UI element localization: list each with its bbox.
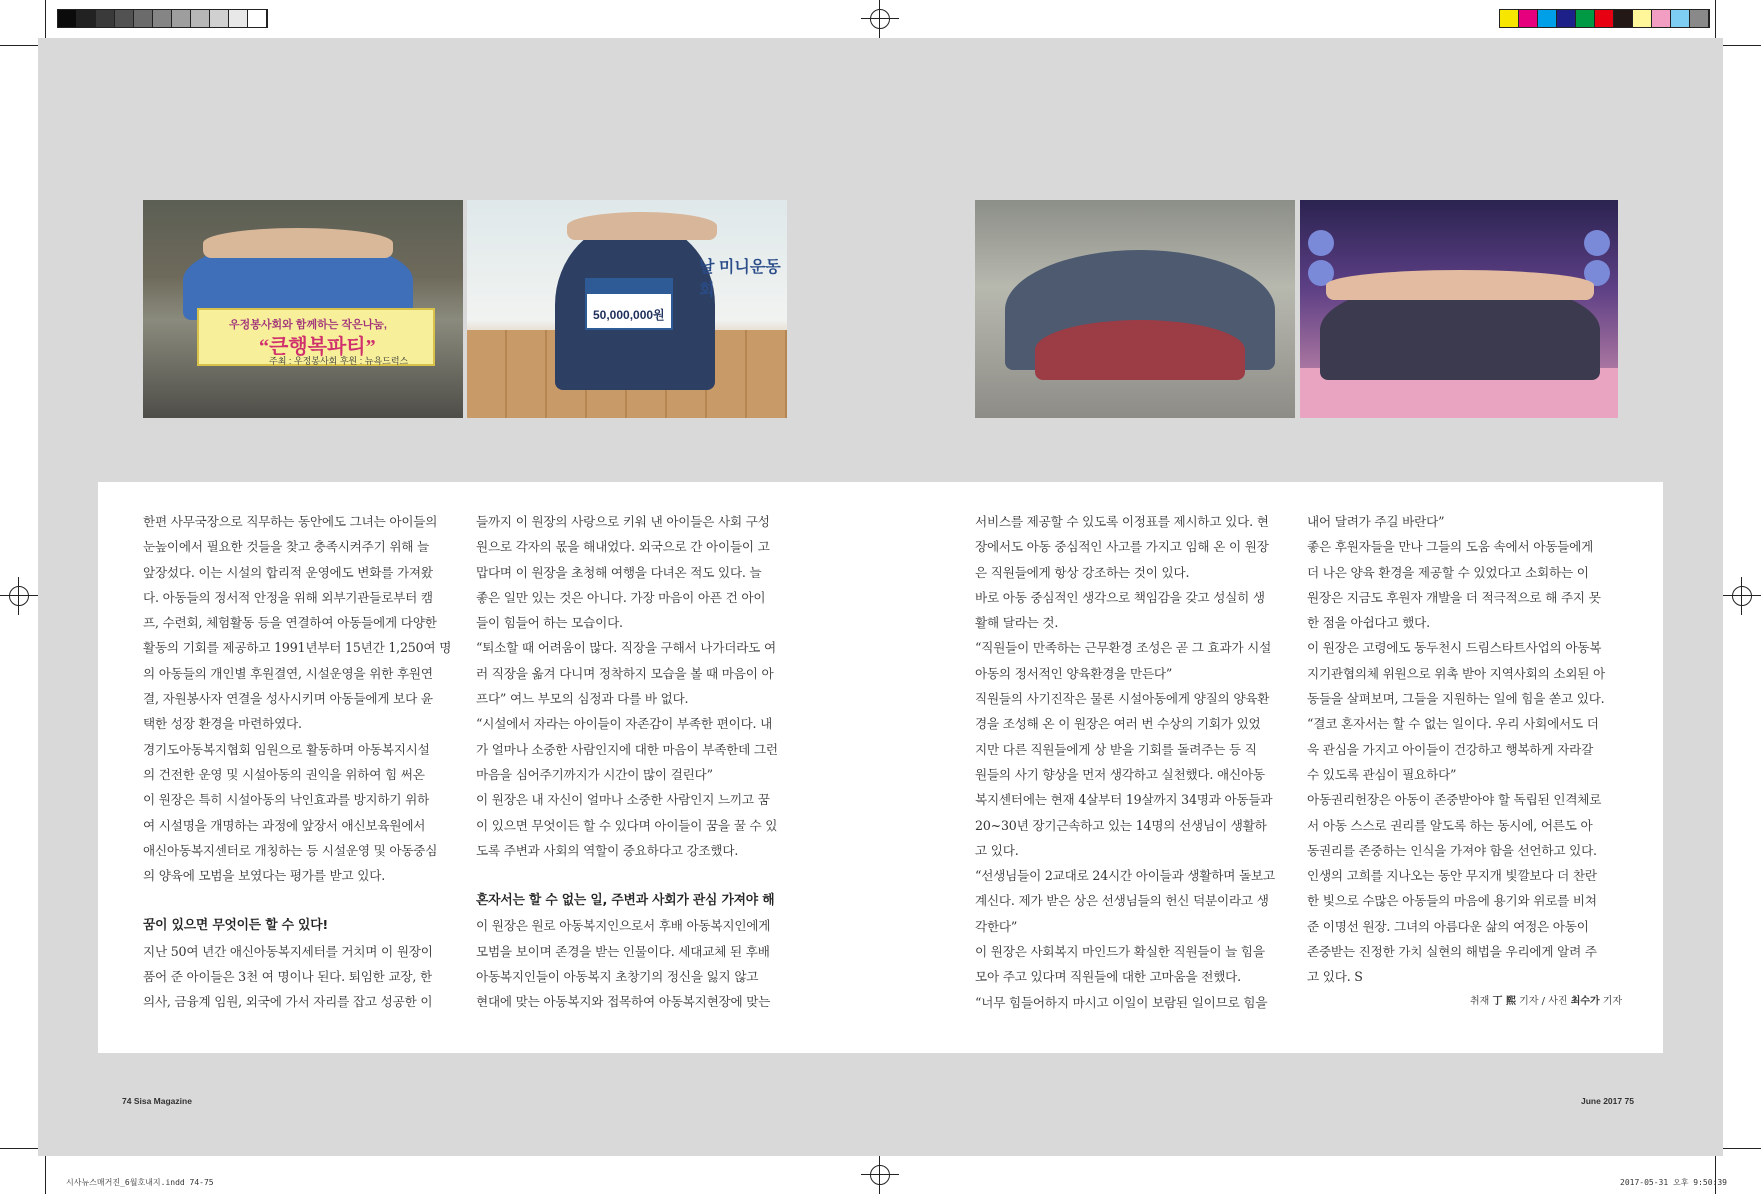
crop-mark: [1723, 45, 1761, 46]
color-swatch: [248, 10, 267, 27]
section-heading: 꿈이 있으면 무엇이든 할 수 있다!: [143, 918, 329, 934]
article-line: 이 원장은 사회복지 마인드가 확실한 직원들이 늘 힘을: [975, 944, 1265, 960]
article-line: 경기도아동복지협회 임원으로 활동하며 아동복지시설: [143, 741, 430, 757]
color-swatch: [153, 10, 172, 27]
crop-mark: [1723, 1148, 1761, 1149]
article-line: 이 원장은 고령에도 동두천시 드림스타트사업의 아동복: [1307, 640, 1602, 656]
article-line: “퇴소할 때 어려움이 많다. 직장을 구해서 나가더라도 여: [476, 640, 776, 656]
article-line: 욱 관심을 가지고 아이들이 건강하고 행복하게 자라갈: [1307, 741, 1594, 757]
article-line: “결코 혼자서는 할 수 없는 일이다. 우리 사회에서도 더: [1307, 716, 1599, 732]
slug-timestamp: 2017-05-31 오후 9:50:39: [1620, 1178, 1727, 1187]
article-line: 들이 힘들어 하는 모습이다.: [476, 615, 623, 631]
reporter-name: 丁 熙: [1492, 996, 1516, 1007]
article-column-3: [975, 509, 1287, 1015]
article-line: 품어 준 아이들은 3천 여 명이나 된다. 퇴임한 교장, 한: [143, 969, 432, 985]
color-swatch: [1519, 10, 1538, 27]
article-line: “선생님들이 2교대로 24시간 아이들과 생활하며 돌보고: [975, 868, 1275, 884]
article-line: 직원들의 사기진작은 물론 시설아동에게 양질의 양육환: [975, 691, 1270, 707]
event-sign-text: 날 미니운동회: [699, 259, 781, 299]
article-line: 서비스를 제공할 수 있도록 이정표를 제시하고 있다. 현: [975, 514, 1269, 529]
color-swatch: [1614, 10, 1633, 27]
article-line: 맙다며 이 원장을 초청해 여행을 다녀온 적도 있다. 늘: [476, 564, 762, 580]
slug-file-info: 시사뉴스매거진_6월호내지.indd 74-75: [66, 1178, 214, 1187]
article-line: 지기관협의체 위원으로 위촉 받아 지역사회의 소외된 아: [1307, 665, 1606, 681]
folio-right: June 2017 75: [1581, 1096, 1634, 1106]
banner-bottom-text: 주최 : 우정봉사회 후원 : 뉴욕드럭스: [269, 356, 409, 366]
crop-mark: [45, 0, 46, 38]
article-line: 프, 수련회, 체험활동 등을 연결하여 아동들에게 다양한: [143, 615, 437, 631]
article-line: 더 나은 양육 환경을 제공할 수 있었다고 소회하는 이: [1307, 564, 1589, 580]
registration-mark-left: [0, 577, 38, 615]
article-line: 원으로 각자의 몫을 해내었다. 외국으로 간 아이들이 고: [476, 539, 770, 555]
donation-check: [585, 278, 673, 330]
color-swatch: [96, 10, 115, 27]
article-line: 존중받는 진정한 가치 실현의 해법을 우리에게 알려 주: [1307, 944, 1597, 960]
article-line: 여 시설명을 개명하는 과정에 앞장서 애신보육원에서: [143, 817, 426, 833]
article-line: 이 원장은 특히 시설아동의 낙인효과를 방지하기 위하: [143, 792, 430, 808]
article-line: 복지센터에는 현재 4살부터 19살까지 34명과 아동들과: [975, 792, 1273, 808]
color-swatch: [229, 10, 248, 27]
article-line: 수 있도록 관심이 필요하다”: [1307, 766, 1457, 782]
party-banner: [197, 308, 435, 366]
article-line: “너무 힘들어하지 마시고 이일이 보람된 일이므로 힘을: [975, 994, 1268, 1010]
article-line: 모범을 보이며 존경을 받는 인물이다. 세대교체 된 후배: [476, 943, 770, 959]
article-line: 현대에 맞는 아동복지와 접목하여 아동복지현장에 맞는: [476, 994, 771, 1010]
article-line: 택한 성장 환경을 마련하였다.: [143, 716, 302, 732]
color-swatch: [1671, 10, 1690, 27]
article-line: 프다” 여느 부모의 심정과 다를 바 없다.: [476, 691, 689, 707]
article-line: 준 이명선 원장. 그녀의 아름다운 삶의 여정은 아동이: [1307, 918, 1589, 934]
article-line: 의사, 금융계 임원, 외국에 가서 자리를 잡고 성공한 이: [143, 994, 433, 1010]
crop-mark: [1715, 0, 1716, 38]
article-line: 의 아동들의 개인별 후원결연, 시설운영을 위한 후원연: [143, 665, 433, 681]
article-column-2: [476, 509, 788, 1015]
folio-left: 74 Sisa Magazine: [122, 1096, 192, 1106]
article-line: 지만 다른 직원들에게 상 받을 기회를 돌려주는 등 직: [975, 741, 1257, 757]
color-swatch: [134, 10, 153, 27]
credit-suffix: 기자: [1599, 996, 1623, 1007]
article-line: 아동복지인들이 아동복지 초창기의 정신을 잃지 않고: [476, 969, 759, 985]
color-swatch: [1652, 10, 1671, 27]
article-line: 의 양육에 모범을 보였다는 평가를 받고 있다.: [143, 868, 386, 884]
crop-mark: [45, 1156, 46, 1194]
article-line: 모아 주고 있다며 직원들에 대한 고마움을 전했다.: [975, 969, 1241, 985]
color-swatch: [1690, 10, 1709, 27]
article-line: 애신아동복지센터로 개칭하는 등 시설운영 및 아동중심: [143, 842, 438, 858]
article-line: 도록 주변과 사회의 역할이 중요하다고 강조했다.: [476, 842, 739, 858]
article-line: 들까지 이 원장의 사랑으로 키워 낸 아이들은 사회 구성: [476, 514, 770, 529]
registration-mark-top: [861, 0, 899, 38]
article-line: 바로 아동 중심적인 생각으로 책임감을 갖고 성실히 생: [975, 589, 1265, 605]
article-column-4: [1307, 509, 1619, 990]
article-line: 좋은 후원자들을 만나 그들의 도움 속에서 아동들에게: [1307, 539, 1594, 555]
color-swatch: [115, 10, 134, 27]
photo-donation-check: [467, 200, 787, 418]
article-line: 동들을 살펴보며, 그들을 지원하는 일에 힘을 쏟고 있다.: [1307, 691, 1605, 707]
article-line: 한 점을 아쉽다고 했다.: [1307, 615, 1430, 631]
registration-mark-bottom: [861, 1156, 899, 1194]
article-line: 이 있으면 무엇이든 할 수 있다며 아이들이 꿈을 꿀 수 있: [476, 817, 778, 833]
article-line: 장에서도 아동 중심적인 사고를 가지고 임해 온 이 원장: [975, 539, 1269, 555]
article-line: “직원들이 만족하는 근무환경 조성은 곧 그 효과가 시설: [975, 640, 1272, 656]
article-line: 앞장섰다. 이는 시설의 합리적 운영에도 변화를 가져왔: [143, 564, 433, 580]
banner-main-text: “큰행복파티”: [259, 336, 376, 358]
article-line: 동권리를 존중하는 인식을 가져야 함을 선언하고 있다.: [1307, 842, 1597, 858]
color-swatch: [191, 10, 210, 27]
check-amount: 50,000,000원: [593, 308, 665, 322]
article-line: 이 원장은 원로 아동복지인으로서 후배 아동복지인에게: [476, 918, 771, 934]
photo-volunteer-group: [143, 200, 463, 418]
article-line: 경을 조성해 온 이 원장은 여러 번 수상의 기회가 있었: [975, 716, 1261, 732]
photo-children-dancing: [975, 200, 1295, 418]
photo-children-stage: [1300, 200, 1618, 418]
article-line: 결, 자원봉사자 연결을 성사시키며 아동들에게 보다 윤: [143, 691, 433, 707]
article-line: 아동의 정서적인 양육환경을 만든다”: [975, 665, 1173, 681]
article-line: 의 건전한 운영 및 시설아동의 권익을 위하여 힘 써온: [143, 766, 425, 782]
cmyk-color-bar: [1499, 9, 1710, 28]
article-line: 활동의 기회를 제공하고 1991년부터 15년간 1,250여 명: [143, 640, 452, 656]
color-swatch: [1595, 10, 1614, 27]
article-line: 인생의 고희를 지나오는 동안 무지개 빛깔보다 더 찬란: [1307, 868, 1597, 884]
credit-mid: 기자 / 사진: [1515, 996, 1571, 1007]
color-swatch: [58, 10, 77, 27]
color-swatch: [172, 10, 191, 27]
registration-mark-right: [1723, 577, 1761, 615]
banner-top-text: 우정봉사회와 함께하는 작은나눔,: [229, 319, 387, 331]
article-line: 20~30년 장기근속하고 있는 14명의 선생님이 생활하: [975, 817, 1267, 833]
color-swatch: [1538, 10, 1557, 27]
article-line: 아동권리헌장은 아동이 존중받아야 할 독립된 인격체로: [1307, 792, 1602, 808]
color-swatch: [1500, 10, 1519, 27]
color-swatch: [77, 10, 96, 27]
byline-credit: [1470, 992, 1622, 1007]
article-line: 러 직장을 옮겨 다니며 정착하지 모습을 볼 때 마음이 아: [476, 665, 774, 681]
article-line: 마음을 심어주기까지가 시간이 많이 걸린다”: [476, 766, 713, 782]
crop-mark: [0, 1148, 38, 1149]
article-line: 각한다”: [975, 918, 1018, 934]
color-swatch: [1557, 10, 1576, 27]
article-line: 내어 달려가 주길 바란다”: [1307, 514, 1445, 529]
article-line: 서 아동 스스로 권리를 알도록 하는 동시에, 어른도 아: [1307, 817, 1593, 833]
color-swatch: [1576, 10, 1595, 27]
article-line: 계신다. 제가 받은 상은 선생님들의 헌신 덕분이라고 생: [975, 893, 1269, 909]
article-line: 한편 사무국장으로 직무하는 동안에도 그녀는 아이들의: [143, 514, 438, 529]
grayscale-color-bar: [57, 9, 268, 28]
article-line: 눈높이에서 필요한 것들을 찾고 충족시켜주기 위해 늘: [143, 539, 430, 555]
article-line: 한 빛으로 수많은 아동들의 마음에 용기와 위로를 비쳐: [1307, 893, 1597, 909]
article-column-1: [143, 509, 455, 1015]
color-swatch: [1633, 10, 1652, 27]
article-line: 은 직원들에게 항상 강조하는 것이 있다.: [975, 564, 1190, 580]
article-line: 원장은 지금도 후원자 개발을 더 적극적으로 해 주지 못: [1307, 589, 1601, 605]
photographer-name: 최수가: [1570, 996, 1600, 1007]
article-line: 활해 달라는 것.: [975, 615, 1059, 631]
article-line: 이 원장은 내 자신이 얼마나 소중한 사람인지 느끼고 꿈: [476, 792, 770, 808]
article-line: 다. 아동들의 정서적 안정을 위해 외부기관들로부터 캠: [143, 589, 433, 605]
crop-mark: [0, 45, 38, 46]
article-line: 지난 50여 년간 애신아동복지세터를 거치며 이 원장이: [143, 943, 433, 959]
article-line: 좋은 일만 있는 것은 아니다. 가장 마음이 아픈 건 아이: [476, 589, 766, 605]
article-line: 고 있다. S: [1307, 969, 1363, 985]
article-line: 원들의 사기 향상을 먼저 생각하고 실천했다. 애신아동: [975, 766, 1265, 782]
crop-mark: [1715, 1156, 1716, 1194]
article-line: “시설에서 자라는 아이들이 자존감이 부족한 편이다. 내: [476, 716, 773, 732]
section-heading: 혼자서는 할 수 없는 일, 주변과 사회가 관심 가져야 해: [476, 893, 775, 909]
article-line: 가 얼마나 소중한 사람인지에 대한 마음이 부족한데 그런: [476, 741, 778, 757]
article-line: 고 있다.: [975, 842, 1019, 858]
credit-prefix: 취재: [1470, 996, 1493, 1007]
color-swatch: [210, 10, 229, 27]
